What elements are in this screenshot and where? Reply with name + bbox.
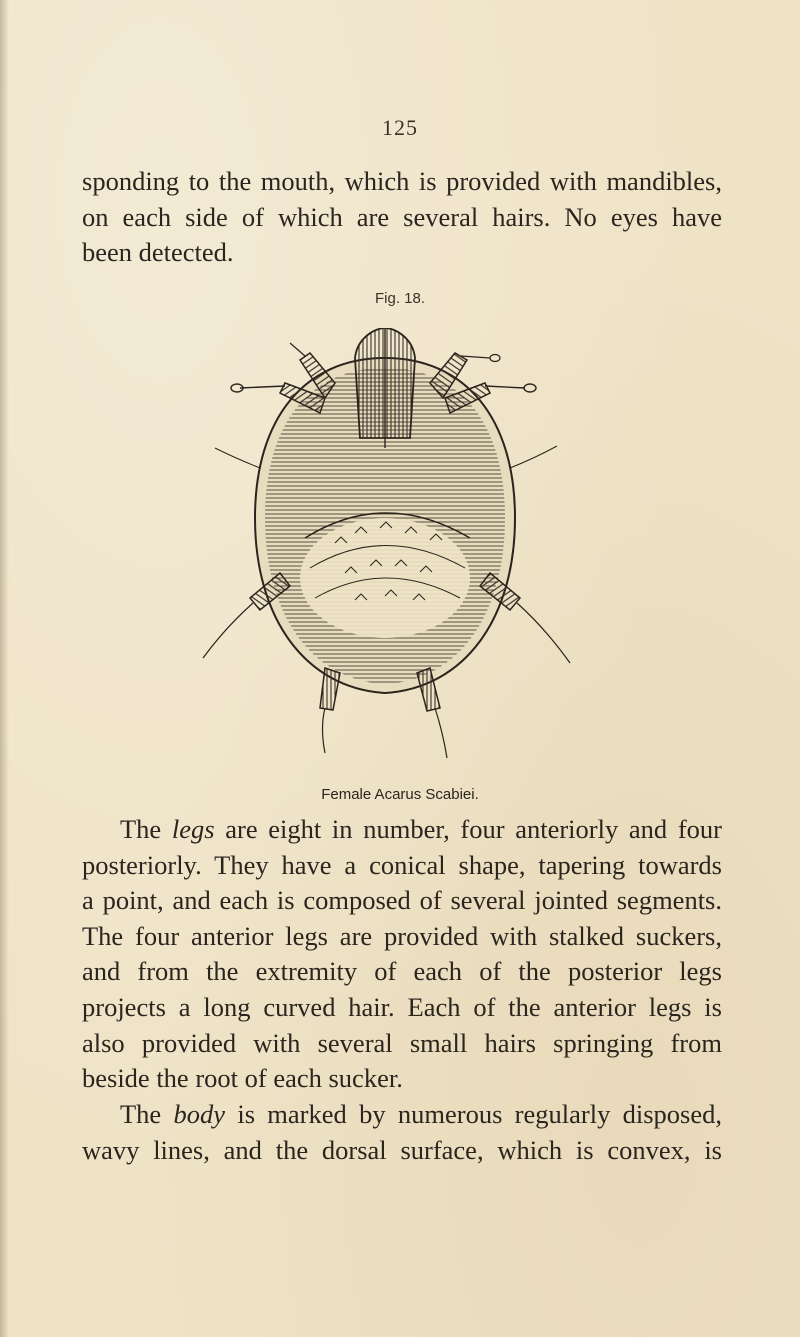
paragraph-legs: [82, 812, 722, 1097]
page-gutter-shadow: [0, 0, 9, 1337]
posterior-leg-left-2: [320, 668, 340, 710]
text-line: posteriorly. They have a conical shape, tapering towards: [82, 849, 722, 880]
text-line: also provided with several small hairs springing from: [82, 1027, 722, 1058]
paragraph-body: [82, 1097, 722, 1168]
paragraph-mouth: [82, 164, 722, 271]
text-line: sponding to the mouth, which is provided with mandibles,: [82, 166, 722, 196]
acarus-illustration: [185, 328, 585, 768]
text-line: The four anterior legs are provided with stalked suckers,: [82, 920, 722, 951]
text-line: The body is marked by numerous regularly disposed,: [120, 1099, 723, 1129]
emphasis-legs: legs: [171, 814, 215, 844]
emphasis-body: body: [173, 1099, 226, 1129]
page-number: 125: [382, 115, 418, 140]
text-line: been detected.: [82, 237, 234, 268]
figure-label: Fig. 18.: [374, 290, 426, 307]
text-line: The legs are eight in number, four anteriorly and four: [120, 814, 722, 844]
text-line: wavy lines, and the dorsal surface, which is convex, is: [82, 1134, 722, 1165]
text-line: projects a long curved hair. Each of the anterior legs is: [82, 991, 722, 1022]
figure-caption: Female Acarus Scabiei.: [321, 786, 479, 803]
text-line: on each side of which are several hairs. No eyes have: [82, 201, 722, 232]
text-line: a point, and each is composed of several jointed segments.: [82, 885, 722, 916]
text-line: beside the root of each sucker.: [82, 1063, 403, 1094]
text-line: and from the extremity of each of the posterior legs: [82, 956, 722, 987]
